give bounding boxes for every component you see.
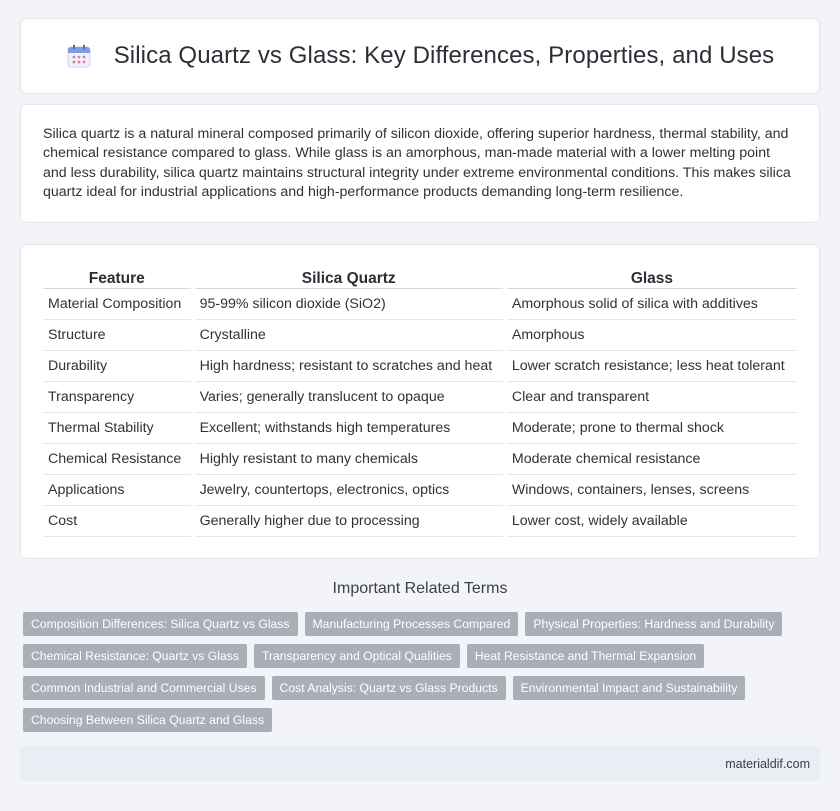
quartz-cell: 95-99% silicon dioxide (SiO2)	[195, 289, 503, 320]
column-header-glass: Glass	[507, 265, 797, 289]
feature-cell: Applications	[43, 475, 191, 506]
quartz-cell: Varies; generally translucent to opaque	[195, 382, 503, 413]
intro-card	[20, 104, 820, 223]
comparison-table	[39, 265, 801, 537]
related-tag[interactable]: Chemical Resistance: Quartz vs Glass	[23, 644, 247, 668]
related-tag[interactable]: Common Industrial and Commercial Uses	[23, 676, 265, 700]
page-title: Silica Quartz vs Glass: Key Differences, Properties, and Uses	[113, 42, 775, 69]
related-tag[interactable]: Transparency and Optical Qualities	[254, 644, 460, 668]
table-row	[43, 506, 797, 537]
related-tag[interactable]: Cost Analysis: Quartz vs Glass Products	[272, 676, 506, 700]
feature-cell: Chemical Resistance	[43, 444, 191, 475]
related-tag[interactable]: Choosing Between Silica Quartz and Glass	[23, 708, 272, 732]
table-row	[43, 289, 797, 320]
table-row	[43, 382, 797, 413]
quartz-cell: High hardness; resistant to scratches and heat	[195, 351, 503, 382]
related-tag[interactable]: Physical Properties: Hardness and Durability	[525, 612, 782, 636]
column-header-silica-quartz: Silica Quartz	[195, 265, 503, 289]
feature-cell: Thermal Stability	[43, 413, 191, 444]
glass-cell: Lower cost, widely available	[507, 506, 797, 537]
footer	[20, 746, 820, 781]
quartz-cell: Jewelry, countertops, electronics, optics	[195, 475, 503, 506]
quartz-cell: Highly resistant to many chemicals	[195, 444, 503, 475]
title-wrap	[66, 42, 775, 70]
related-tag[interactable]: Composition Differences: Silica Quartz vs Glass	[23, 612, 298, 636]
table-header-row	[43, 265, 797, 289]
intro-paragraph: Silica quartz is a natural mineral composed primarily of silicon dioxide, offering superior hardness, thermal stability, and chemical resistance compared to glass. While glass is an amorphous, man-made material with a lower melting point and less durability, silica quartz maintains structural integrity under extreme environmental conditions. This makes silica quartz ideal for industrial applications and high-performance products demanding long-term resilience.	[43, 126, 791, 201]
table-row	[43, 320, 797, 351]
feature-cell: Durability	[43, 351, 191, 382]
site-name[interactable]: materialdif.com	[725, 756, 810, 771]
glass-cell: Amorphous	[507, 320, 797, 351]
glass-cell: Lower scratch resistance; less heat tolerant	[507, 351, 797, 382]
quartz-cell: Crystalline	[195, 320, 503, 351]
glass-cell: Moderate; prone to thermal shock	[507, 413, 797, 444]
table-row	[43, 475, 797, 506]
table-row	[43, 413, 797, 444]
glass-cell: Moderate chemical resistance	[507, 444, 797, 475]
related-tags-list	[20, 612, 820, 732]
comparison-table-card	[20, 244, 820, 559]
related-tag[interactable]: Environmental Impact and Sustainability	[513, 676, 746, 700]
related-tag[interactable]: Heat Resistance and Thermal Expansion	[467, 644, 704, 668]
table-row	[43, 351, 797, 382]
feature-cell: Structure	[43, 320, 191, 351]
related-tag[interactable]: Manufacturing Processes Compared	[305, 612, 519, 636]
related-terms-section	[20, 580, 820, 732]
glass-cell: Clear and transparent	[507, 382, 797, 413]
quartz-cell: Excellent; withstands high temperatures	[195, 413, 503, 444]
calendar-icon	[66, 43, 92, 69]
glass-cell: Windows, containers, lenses, screens	[507, 475, 797, 506]
quartz-cell: Generally higher due to processing	[195, 506, 503, 537]
column-header-feature: Feature	[43, 265, 191, 289]
feature-cell: Material Composition	[43, 289, 191, 320]
related-terms-heading: Important Related Terms	[332, 580, 508, 597]
feature-cell: Cost	[43, 506, 191, 537]
table-row	[43, 444, 797, 475]
glass-cell: Amorphous solid of silica with additives	[507, 289, 797, 320]
header-card	[20, 18, 820, 94]
feature-cell: Transparency	[43, 382, 191, 413]
